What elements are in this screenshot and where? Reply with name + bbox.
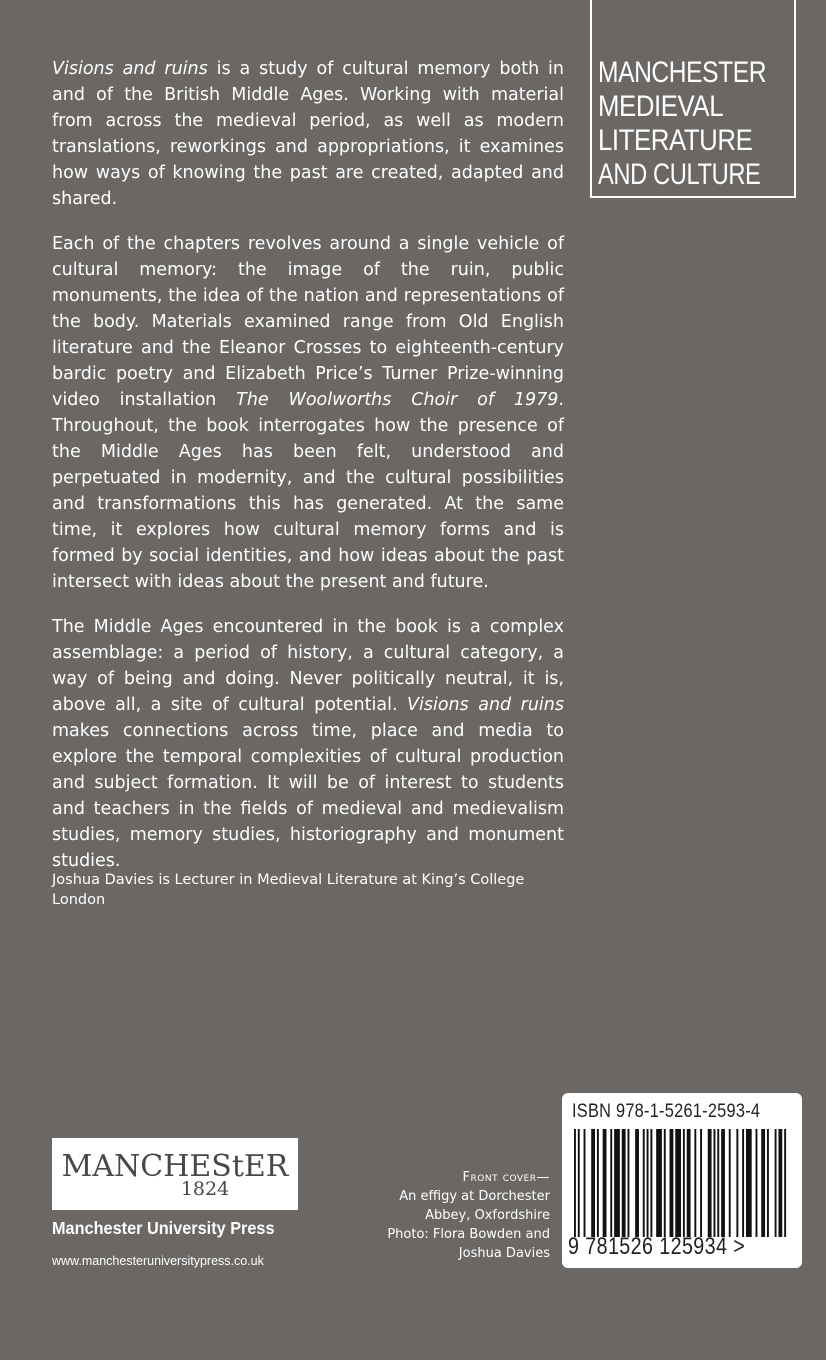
cover-credit-line-1: An effigy at Dorchester bbox=[399, 1189, 550, 1204]
cover-credit-line-4: Joshua Davies bbox=[458, 1246, 550, 1261]
blurb-text bbox=[52, 56, 564, 893]
blurb-paragraph-2-after: . Throughout, the book interrogates how the presence of the Middle Ages has been felt, understood and perpetuated in modernity, and the cultural possibilities and transformations this has generated. At the same time, it explores how cultural memory forms and is formed by social identities, and how ideas about the past intersect with ideas about the present and future. bbox=[52, 390, 564, 592]
author-bio: Joshua Davies is Lecturer in Medieval Literature at King’s College London bbox=[52, 872, 525, 908]
publisher-url: www.manchesteruniversitypress.co.uk bbox=[52, 1254, 264, 1268]
isbn-label: ISBN 978-1-5261-2593-4 bbox=[572, 1101, 761, 1122]
publisher-name: Manchester University Press bbox=[52, 1218, 275, 1238]
cover-credit-line-3: Photo: Flora Bowden and bbox=[387, 1227, 550, 1242]
isbn-barcode-box bbox=[562, 1093, 802, 1268]
publisher-logo-word: MANCHEStER bbox=[61, 1149, 289, 1184]
cover-credit-line-2: Abbey, Oxfordshire bbox=[425, 1208, 550, 1223]
series-line-1: MANCHESTER bbox=[598, 56, 767, 89]
artwork-title-italic: The Woolworths Choir of 1979 bbox=[236, 390, 559, 410]
blurb-paragraph-1-text: is a study of cultural memory both in and of the British Middle Ages. Working with material from across the medieval period, as well as modern translations, reworkings and appropriations, it examines how ways of knowing the past are created, adapted and shared. bbox=[52, 59, 564, 209]
book-title-italic-2: Visions and ruins bbox=[407, 695, 565, 715]
blurb-paragraph-3 bbox=[52, 614, 564, 874]
isbn-digits: 9 781526 125934 > bbox=[568, 1233, 746, 1260]
barcode-icon bbox=[574, 1129, 788, 1237]
series-line-2: MEDIEVAL bbox=[598, 90, 724, 123]
series-line-4: AND CULTURE bbox=[598, 158, 761, 191]
cover-credit-lead: Front cover— bbox=[462, 1170, 550, 1185]
series-logo-box bbox=[590, 0, 796, 198]
series-line-3: LITERATURE bbox=[598, 124, 753, 157]
blurb-paragraph-2 bbox=[52, 231, 564, 595]
cover-credit bbox=[360, 1168, 550, 1263]
blurb-paragraph-1 bbox=[52, 56, 564, 212]
publisher-logo bbox=[52, 1138, 298, 1210]
publisher-logo-year: 1824 bbox=[180, 1178, 230, 1200]
book-title-italic: Visions and ruins bbox=[52, 59, 208, 79]
blurb-paragraph-3-before: The Middle Ages encountered in the book is a complex assemblage: a period of history, a cultural category, a way of being and doing. Never politically neutral, it is, above all, a site of cultural potential. bbox=[52, 617, 564, 715]
blurb-paragraph-3-after: makes connections across time, place and media to explore the temporal complexities of cultural production and subject formation. It will be of interest to students and teachers in the fields of medieval and medievalism studies, memory studies, historiography and monument studies. bbox=[52, 721, 564, 871]
blurb-paragraph-2-before: Each of the chapters revolves around a single vehicle of cultural memory: the image of the ruin, public monuments, the idea of the nation and representations of the body. Materials examined range from Old English literature and the Eleanor Crosses to eighteenth-century bardic poetry and Elizabeth Price’s Turner Prize-winning video installation bbox=[52, 234, 564, 410]
